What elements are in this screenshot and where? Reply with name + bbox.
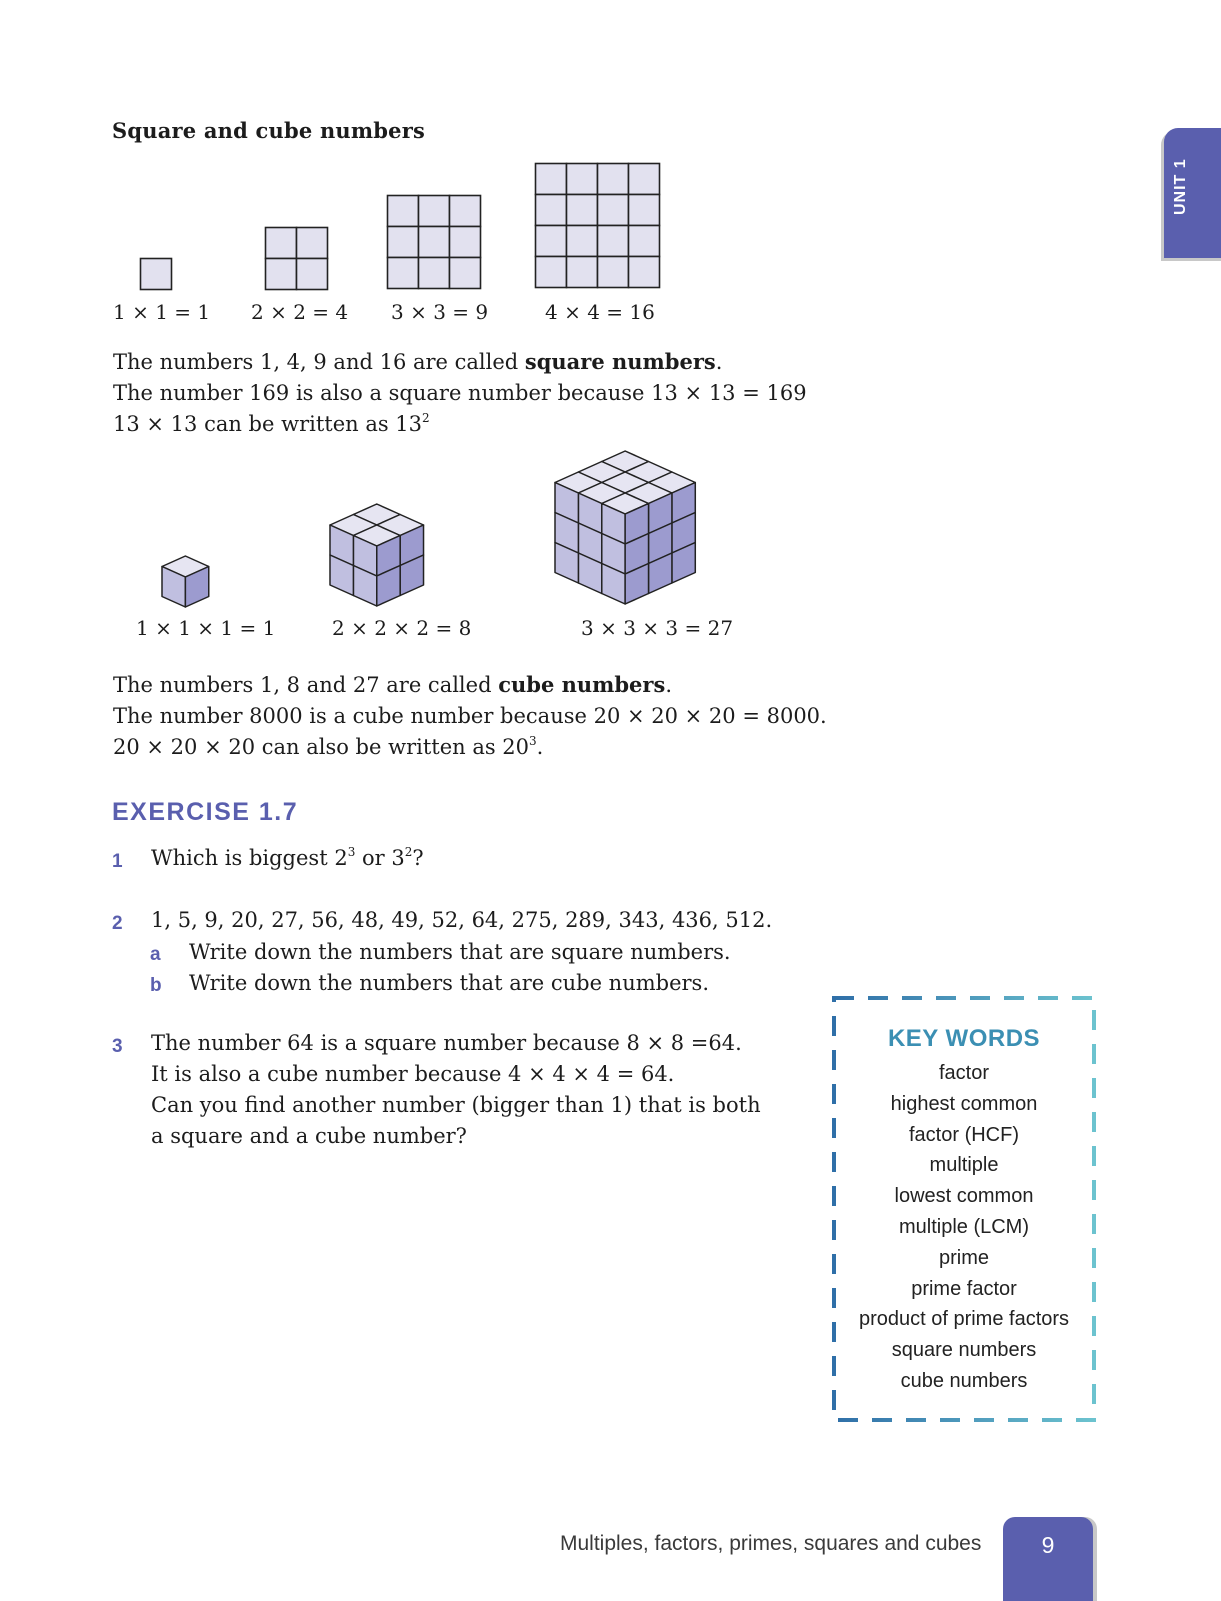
- square-equation-4: 4 × 4 = 16: [545, 300, 655, 324]
- key-words-list: [832, 1058, 1096, 1397]
- square-cell: [388, 196, 419, 227]
- square-figure-2: [264, 226, 330, 291]
- square-cell: [598, 195, 629, 226]
- square-equation-3: 3 × 3 = 9: [391, 300, 489, 324]
- cube-figure-1: [160, 554, 230, 614]
- square-cell: [567, 164, 598, 195]
- key-words-title: KEY WORDS: [887, 1025, 1041, 1052]
- question-3-number: 3: [112, 1036, 123, 1057]
- square-cell: [567, 226, 598, 257]
- question-1-number: 1: [112, 851, 123, 872]
- square-cell: [629, 257, 660, 288]
- key-word-item: prime factor: [911, 1277, 1017, 1300]
- square-cell: [598, 257, 629, 288]
- question-2-number: 2: [112, 913, 123, 934]
- cube-figure-3: [553, 449, 737, 613]
- key-word-item: prime: [938, 1246, 989, 1269]
- square-cell: [536, 257, 567, 288]
- square-cell: [297, 228, 328, 259]
- key-word-item: multiple (LCM): [898, 1215, 1030, 1238]
- cube-para-line-2: The number 8000 is a cube number because 20 × 20 × 20 = 8000.: [113, 704, 827, 728]
- question-3-line-4: a square and a cube number?: [151, 1124, 467, 1148]
- key-word-item: factor (HCF): [909, 1123, 1019, 1146]
- question-2a-text: Write down the numbers that are square numbers.: [189, 940, 731, 964]
- page-number-tab: [1003, 1517, 1093, 1601]
- square-cell: [536, 226, 567, 257]
- question-2a-letter: a: [150, 944, 161, 965]
- key-word-item: cube numbers: [900, 1369, 1028, 1392]
- square-figure-1: [139, 257, 173, 291]
- square-cell: [629, 226, 660, 257]
- square-cell: [419, 196, 450, 227]
- page-number: 9: [1041, 1532, 1055, 1558]
- square-cell: [450, 258, 481, 289]
- square-equation-2: 2 × 2 = 4: [251, 300, 349, 324]
- square-cell: [297, 259, 328, 290]
- key-word-item: lowest common: [894, 1185, 1034, 1208]
- question-2b-text: Write down the numbers that are cube numbers.: [189, 971, 710, 995]
- square-cell: [629, 195, 660, 226]
- exercise-title: EXERCISE 1.7: [112, 798, 299, 826]
- square-cell: [567, 195, 598, 226]
- square-cell: [141, 259, 172, 290]
- question-2-text: 1, 5, 9, 20, 27, 56, 48, 49, 52, 64, 275, 289, 343, 436, 512.: [151, 908, 773, 932]
- square-figure-4: [534, 162, 663, 291]
- question-2b-letter: b: [150, 975, 162, 996]
- square-cell: [266, 259, 297, 290]
- square-cell: [536, 164, 567, 195]
- question-3-line-3: Can you find another number (bigger than 1) that is both: [151, 1093, 761, 1117]
- cube-numbers-paragraph: [113, 669, 827, 763]
- square-para-line-3: 13 × 13 can be written as $13^2$: [113, 411, 430, 436]
- cube-figure-2: [328, 502, 454, 612]
- question-3-line-1: The number 64 is a square number because 8 × 8 =64.: [151, 1031, 742, 1055]
- footer-chapter-title: Multiples, factors, primes, squares and cubes: [560, 1532, 982, 1555]
- cube-equation-1: 1 × 1 × 1 = 1: [136, 616, 276, 640]
- square-cell: [388, 258, 419, 289]
- question-1-text: Which is biggest $2^3$ or $3^2$?: [151, 845, 424, 870]
- cube-para-line-3: 20 × 20 × 20 can also be written as $20^3$.: [113, 734, 544, 759]
- square-cell: [450, 196, 481, 227]
- square-equation-1: 1 × 1 = 1: [113, 300, 211, 324]
- question-3-text: [151, 1028, 761, 1152]
- square-cell: [567, 257, 598, 288]
- square-cell: [419, 258, 450, 289]
- square-cell: [598, 226, 629, 257]
- key-word-item: highest common: [890, 1092, 1038, 1115]
- square-numbers-paragraph: [113, 346, 807, 440]
- square-cell: [388, 227, 419, 258]
- cube-equation-3: 3 × 3 × 3 = 27: [581, 616, 734, 640]
- square-cell: [419, 227, 450, 258]
- square-cell: [629, 164, 660, 195]
- key-word-item: factor: [938, 1062, 990, 1084]
- square-para-line-1: The numbers 1, 4, 9 and 16 are called square numbers.: [113, 349, 723, 374]
- unit-tab-label: UNIT 1: [1172, 158, 1189, 215]
- key-word-item: square numbers: [891, 1339, 1037, 1362]
- key-word-item: multiple: [929, 1154, 999, 1177]
- question-3-line-2: It is also a cube number because 4 × 4 × 4 = 64.: [151, 1062, 675, 1086]
- square-cell: [450, 227, 481, 258]
- square-cell: [598, 164, 629, 195]
- square-para-line-2: The number 169 is also a square number because 13 × 13 = 169: [113, 381, 807, 405]
- key-word-item: product of prime factors: [858, 1308, 1070, 1331]
- cube-para-line-1: The numbers 1, 8 and 27 are called cube numbers.: [113, 672, 672, 697]
- section-heading: Square and cube numbers: [112, 118, 426, 143]
- square-cell: [266, 228, 297, 259]
- square-figure-3: [386, 194, 483, 291]
- square-cell: [536, 195, 567, 226]
- cube-equation-2: 2 × 2 × 2 = 8: [332, 616, 472, 640]
